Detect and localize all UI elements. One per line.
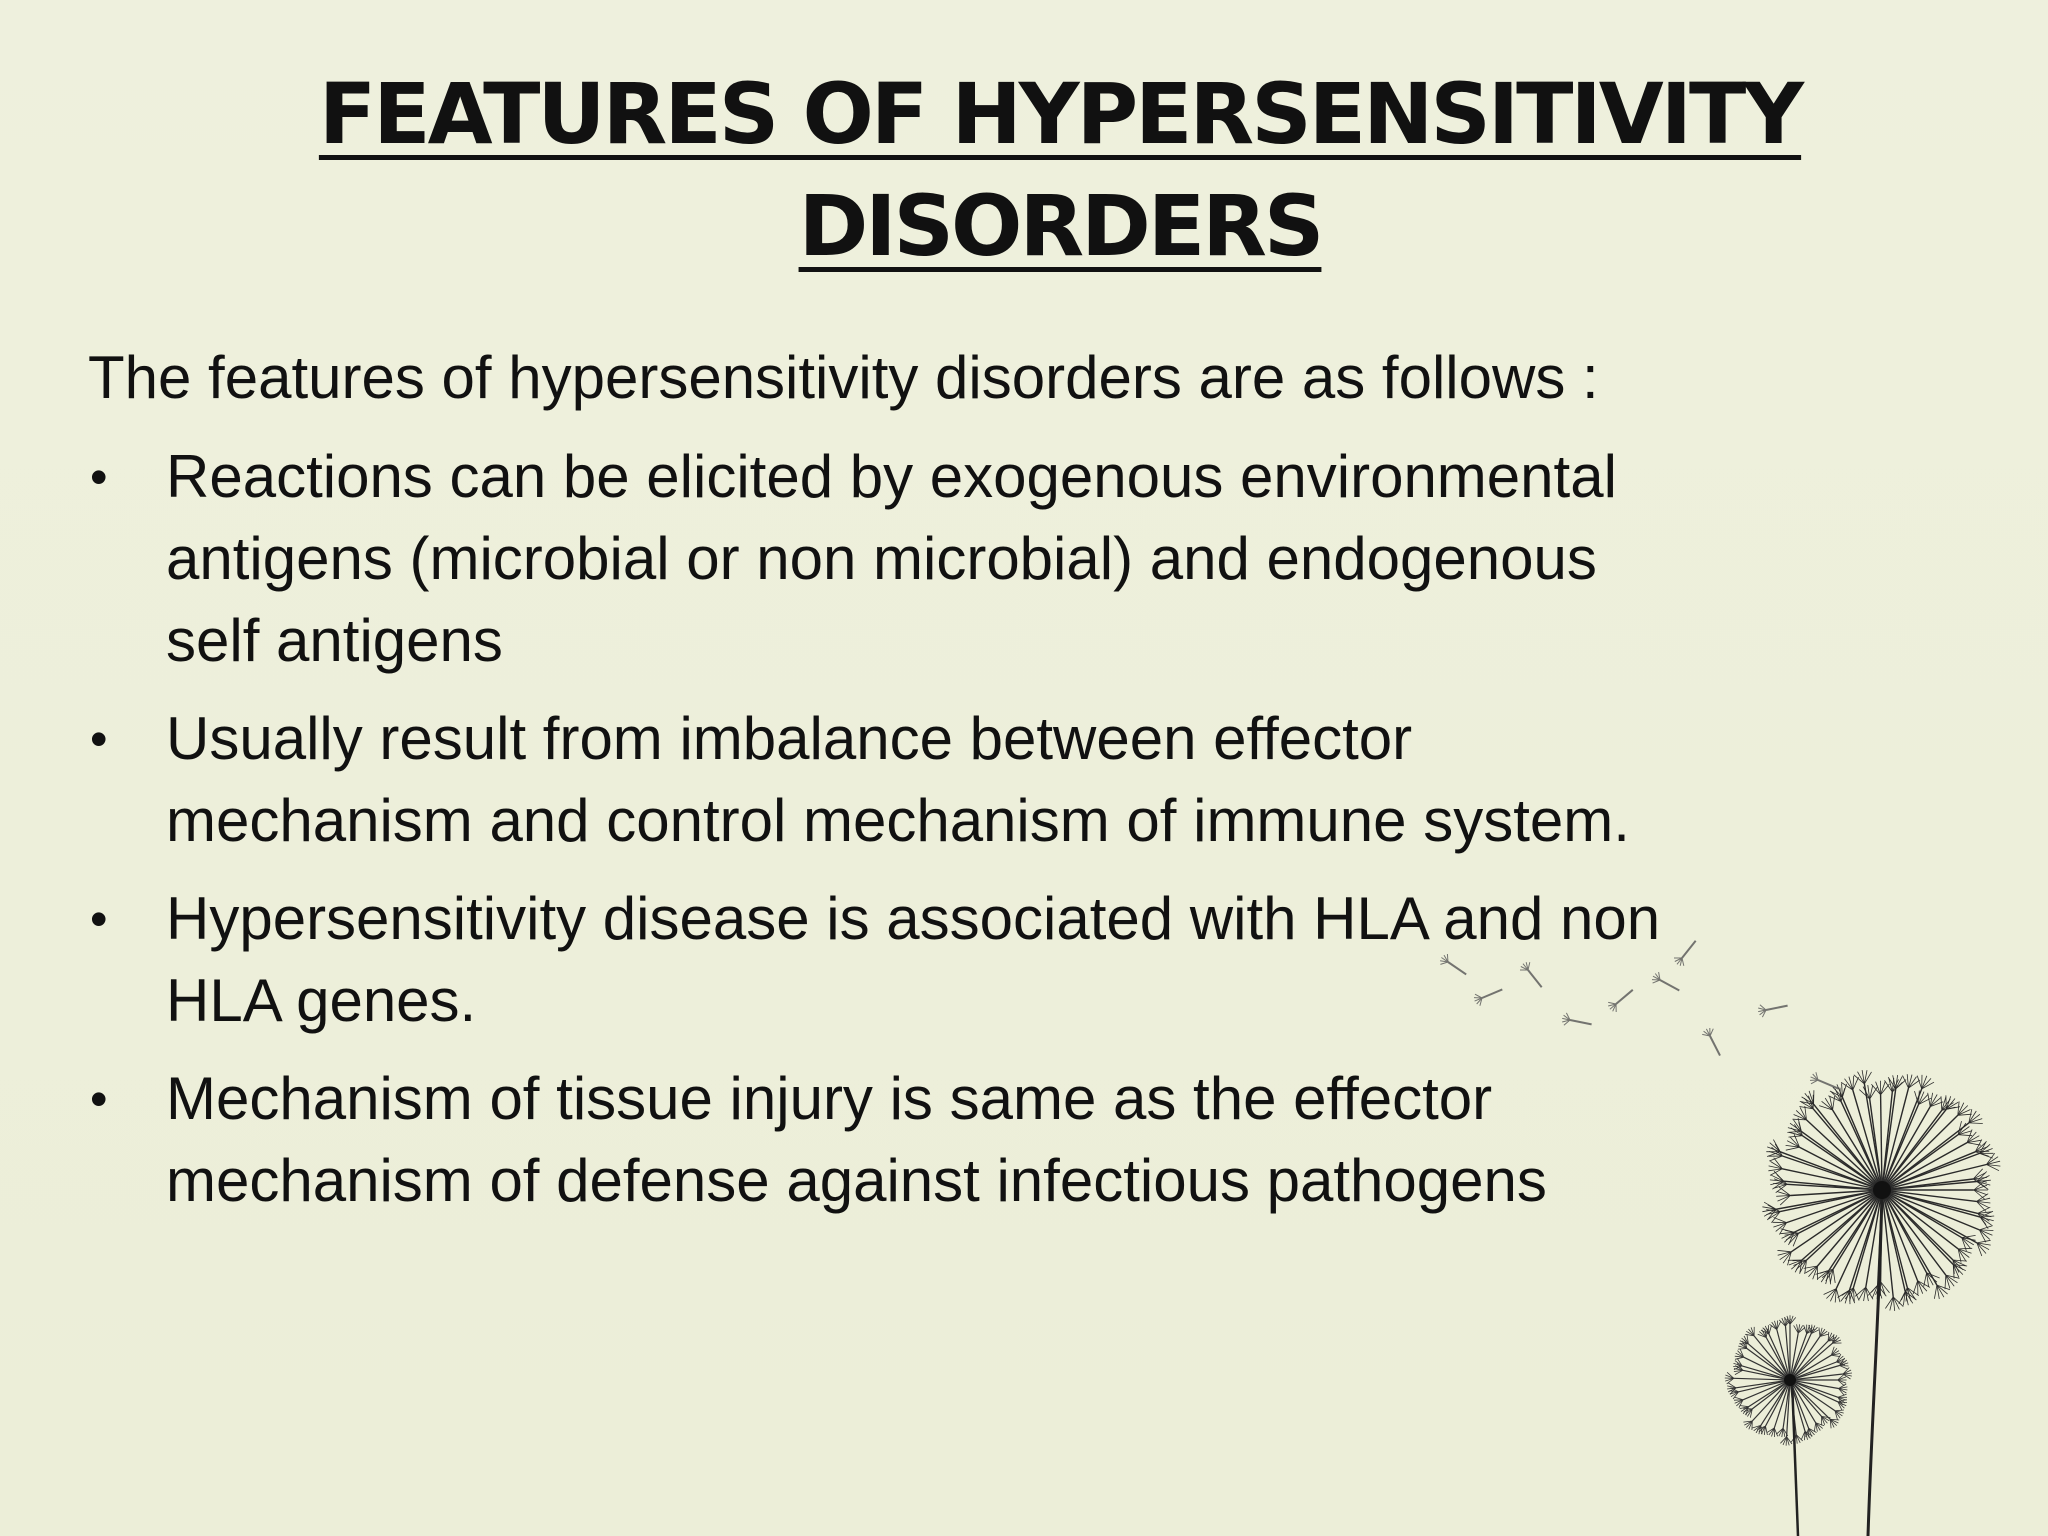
- bullet-text-line: antigens (microbial or non microbial) and endogenous: [166, 525, 1597, 592]
- bullet-text-line: self antigens: [166, 607, 503, 674]
- title-line-2: DISORDERS: [798, 177, 1322, 275]
- dandelion-stem-icon: [1868, 1190, 1882, 1536]
- title-line-1: FEATURES OF HYPERSENSITIVITY: [318, 65, 1802, 163]
- bullet-marker: •: [90, 1071, 108, 1127]
- bullet-text-line: Mechanism of tissue injury is same as the effector: [166, 1065, 1493, 1132]
- bullet-text-line: mechanism and control mechanism of immune system.: [166, 787, 1630, 854]
- intro-text: The features of hypersensitivity disorders are as follows :: [88, 344, 1599, 411]
- dandelion-center-icon: [1784, 1374, 1796, 1386]
- bullet-item: [88, 698, 1908, 862]
- bullet-text-line: mechanism of defense against infectious pathogens: [166, 1147, 1547, 1214]
- slide-title: [300, 58, 1820, 282]
- bullet-text-line: Usually result from imbalance between effector: [166, 705, 1413, 772]
- bullet-marker: •: [90, 449, 108, 505]
- bullet-marker: •: [90, 891, 108, 947]
- bullet-text-line: Hypersensitivity disease is associated with HLA and non: [166, 885, 1661, 952]
- bullet-text-line: HLA genes.: [166, 967, 477, 1034]
- dandelion-center-icon: [1873, 1181, 1891, 1199]
- bullet-marker: •: [90, 711, 108, 767]
- dandelion-illustration-icon: [1420, 940, 2048, 1536]
- bullet-item: [88, 436, 1908, 682]
- flying-seeds-icon: [1440, 941, 1838, 1089]
- bullet-text-line: Reactions can be elicited by exogenous environmental: [166, 443, 1617, 510]
